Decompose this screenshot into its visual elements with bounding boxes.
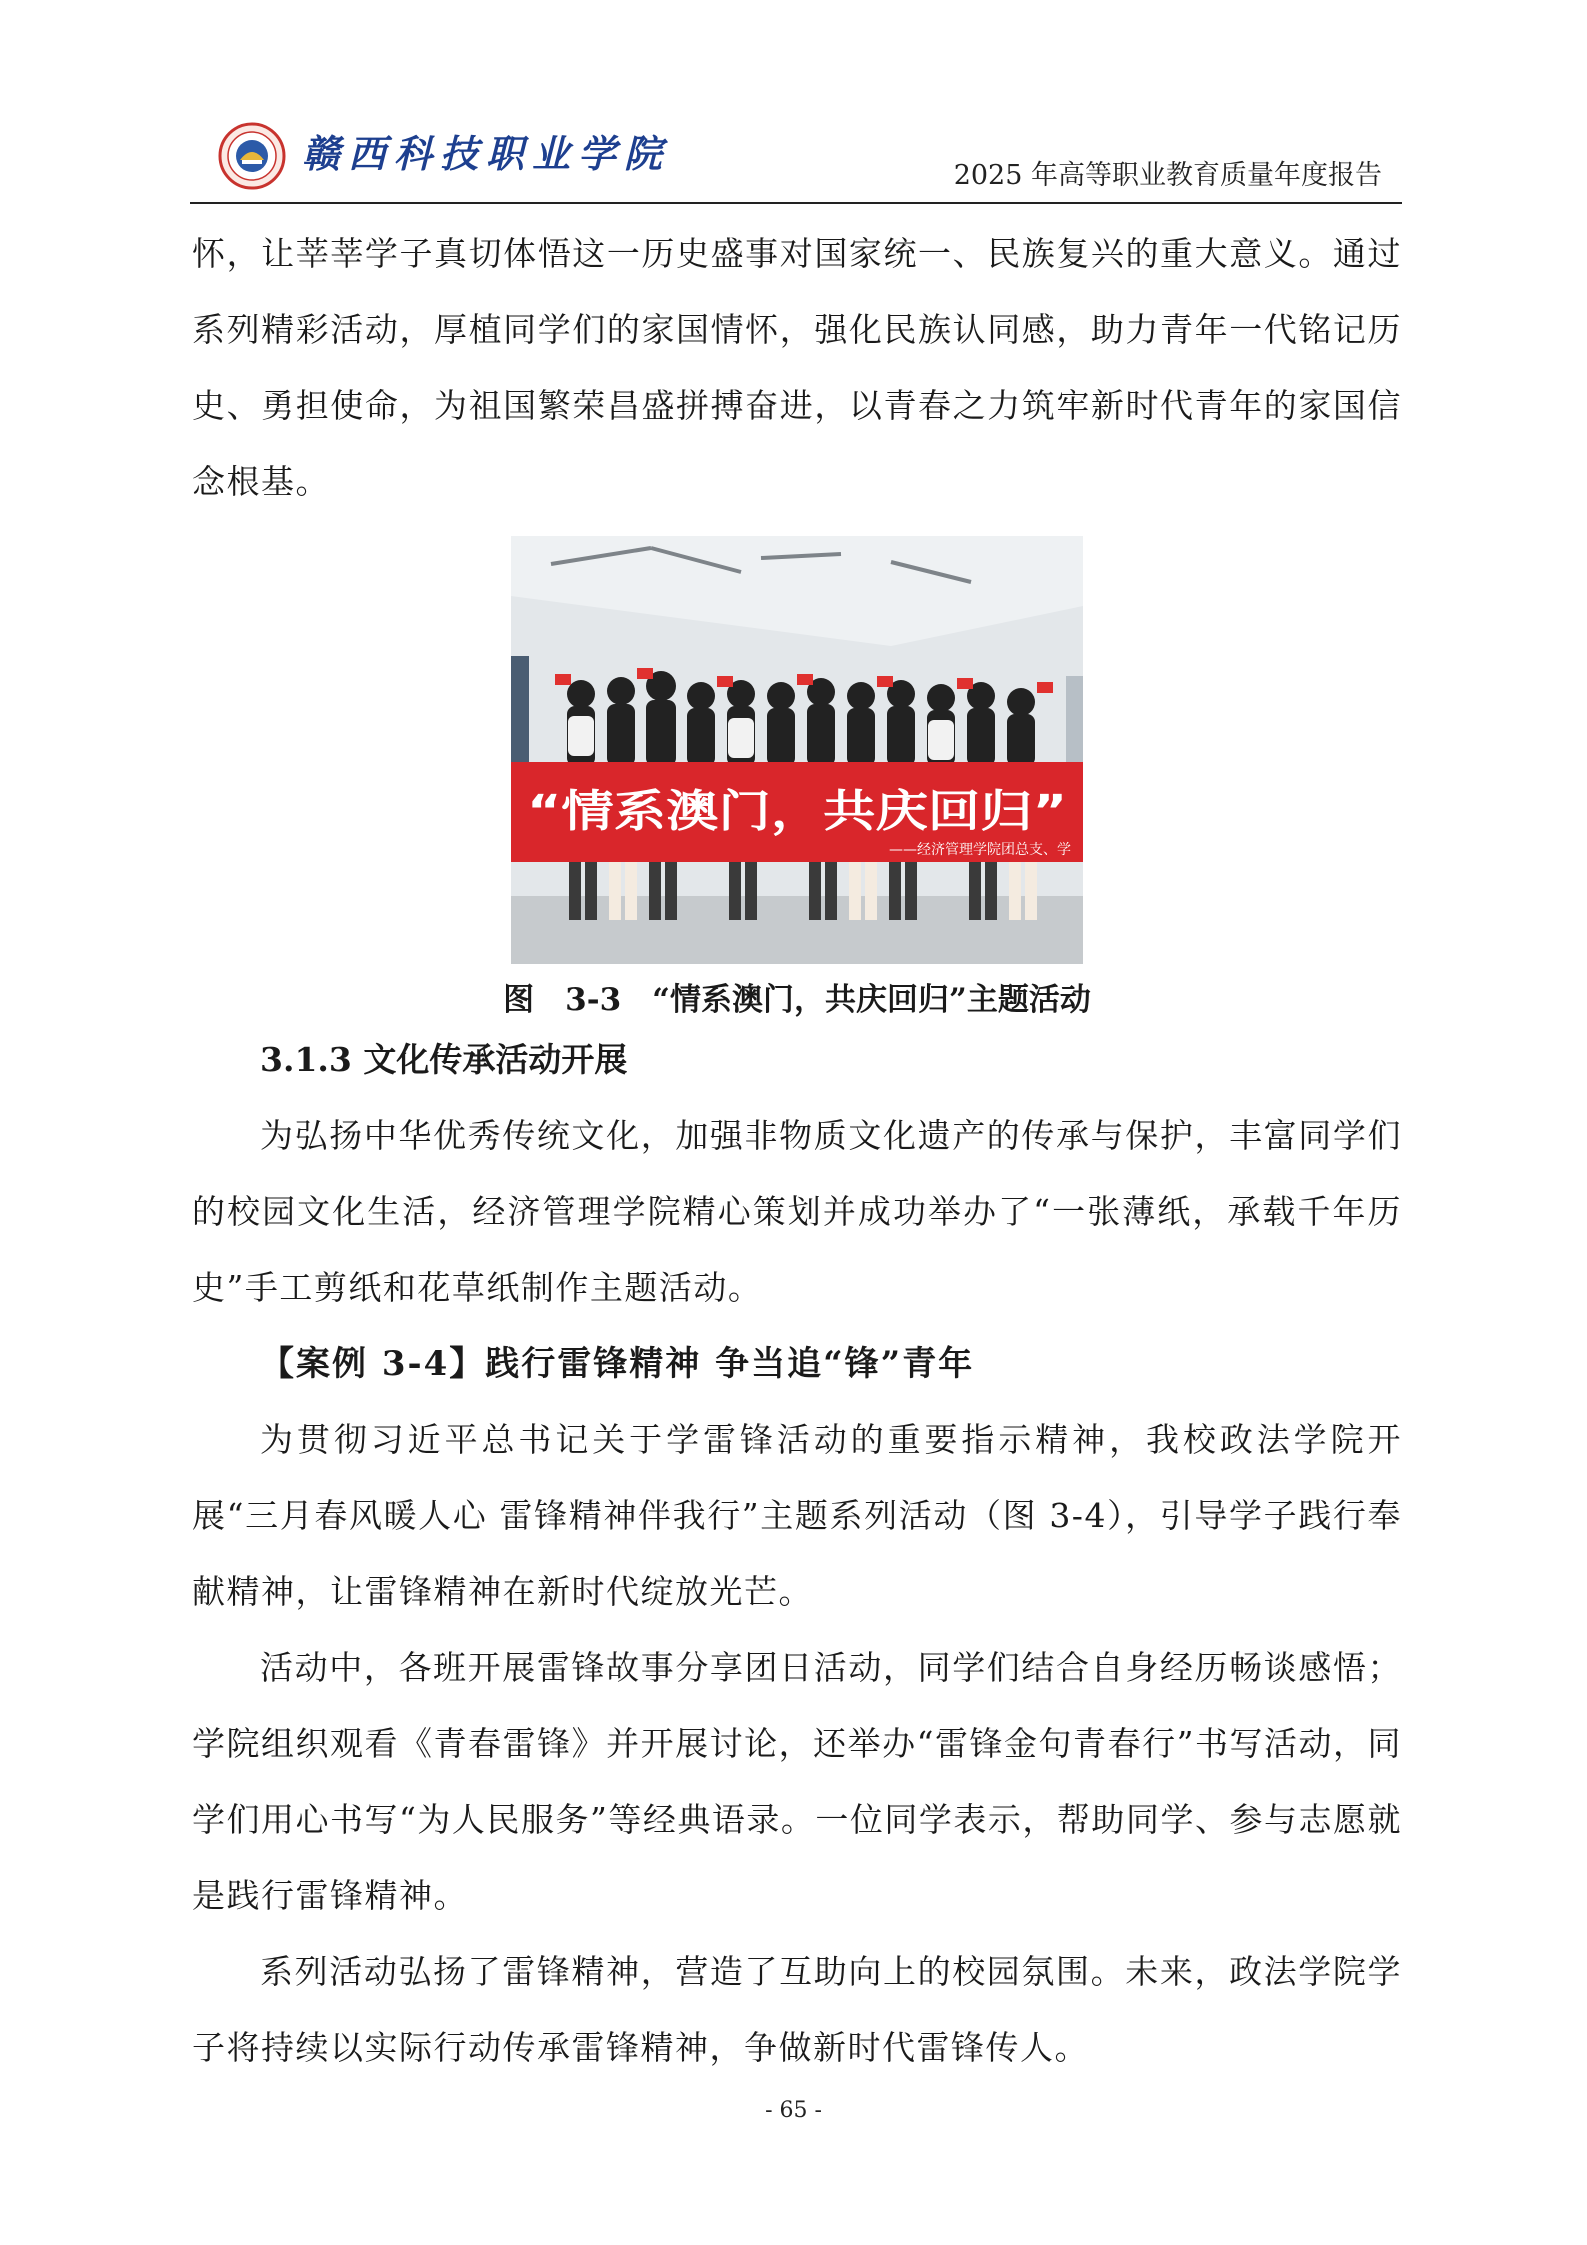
- paragraph-case-activities: 活动中，各班开展雷锋故事分享团日活动，同学们结合自身经历畅谈感悟；学院组织观看《青春雷锋》并开展讨论，还举办“雷锋金句青春行”书写活动，同学们用心书写“为人民服务”等经典语录。一位同学表示，帮助同学、参与志愿就是践行雷锋精神。: [192, 1648, 1402, 1915]
- paragraph-case-conclusion: 系列活动弘扬了雷锋精神，营造了互助向上的校园氛围。未来，政法学院学子将持续以实际行动传承雷锋精神，争做新时代雷锋传人。: [192, 1952, 1402, 2067]
- page-content: [192, 216, 1402, 2086]
- case-title: 【案例 3-4】践行雷锋精神 争当追“锋”青年: [260, 1344, 975, 1384]
- school-logo-wordmark: 赣西科技职业学院: [302, 131, 671, 176]
- paragraph-continuation: 怀，让莘莘学子真切体悟这一历史盛事对国家统一、民族复兴的重大意义。通过系列精彩活动，厚植同学们的家国情怀，强化民族认同感，助力青年一代铭记历史、勇担使命，为祖国繁荣昌盛拼搏奋进，以青春之力筑牢新时代青年的家国信念根基。: [192, 234, 1402, 501]
- paragraph-culture: 为弘扬中华优秀传统文化，加强非物质文化遗产的传承与保护，丰富同学们的校园文化生活，经济管理学院精心策划并成功举办了“一张薄纸，承载千年历史”手工剪纸和花草纸制作主题活动。: [192, 1116, 1402, 1307]
- school-seal-icon: [218, 122, 286, 190]
- group-photo-illustration: [511, 536, 1083, 964]
- banner-text: “情系澳门，共庆回归”: [527, 786, 1067, 837]
- activity-photo: [511, 536, 1083, 964]
- report-title: 2025 年高等职业教育质量年度报告: [953, 160, 1382, 191]
- figure-caption: 图 3-3 “情系澳门，共庆回归”主题活动: [503, 982, 1091, 1018]
- page-header: [190, 118, 1402, 204]
- section-heading: 3.1.3 文化传承活动开展: [260, 1040, 628, 1079]
- banner-subtext: ——经济管理学院团总支、学: [889, 842, 1071, 858]
- page-number: - 65 -: [765, 2098, 822, 2123]
- paragraph-case-intro: 为贯彻习近平总书记关于学雷锋活动的重要指示精神，我校政法学院开展“三月春风暖人心 雷锋精神伴我行”主题系列活动（图 3-4），引导学子践行奉献精神，让雷锋精神在新时代绽放光芒。: [192, 1420, 1402, 1611]
